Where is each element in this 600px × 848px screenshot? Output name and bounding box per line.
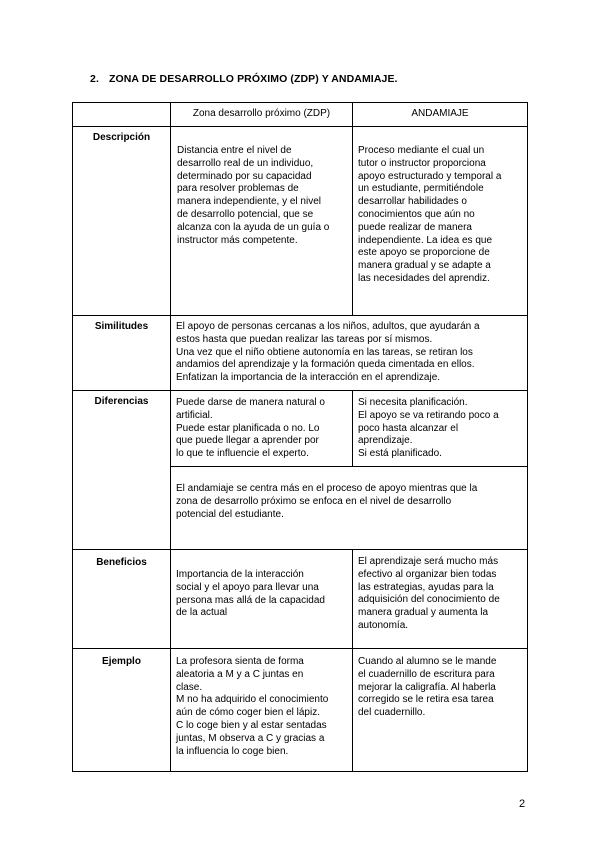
table-border-bottom [72, 771, 528, 772]
beneficios-row-divider [72, 648, 528, 649]
label-column-divider [170, 102, 171, 772]
table-border-right [527, 102, 528, 772]
diferencias-inner-divider [170, 466, 528, 467]
similitudes-row-divider [72, 390, 528, 391]
similitudes-text: El apoyo de personas cercanas a los niños, adultos, que ayudarán a estos hasta que puedan realizar las tareas por sí mismos. Una vez que el niño obtiene autonomía en las tareas, se retiran los andamios del aprendizaje y la formación queda cimentada en ellos. Enfatizan la importancia de la interacción en el aprendizaje. [176, 321, 480, 384]
descripcion-zdp: Distancia entre el nivel de desarrollo real de un individuo, determinado por su capacidad para resolver problemas de manera independiente, y el nivel de desarrollo potencial, que se alcanza con la ayuda de un guía o instructor más competente. [177, 145, 330, 246]
descripcion-andamiaje: Proceso mediante el cual un tutor o instructor proporciona apoyo estructurado y temporal a un estudiante, permitiéndole desarrollar habilidades o conocimientos que aún no puede realizar de manera independiente. La idea es que este apoyo se proporcione de manera gradual y se adapte a las necesidades del aprendiz. [358, 145, 502, 284]
diferencias-andamiaje: Si necesita planificación. El apoyo se va retirando poco a poco hasta alcanzar el aprendizaje. Si está planificado. [358, 397, 499, 460]
row-label-similitudes: Similitudes [94, 321, 149, 332]
section-title: ZONA DE DESARROLLO PRÓXIMO (ZDP) Y ANDAMIAJE. [108, 73, 398, 85]
diferencias-zdp: Puede darse de manera natural o artificial. Puede estar planificada o no. Lo que puede llegar a aprender por lo que te influencie el experto. [176, 397, 325, 460]
table-border-top [72, 102, 528, 103]
diferencias-row-divider [72, 549, 528, 550]
table-border-left [72, 102, 73, 772]
column-divider-beneficios-ejemplo [352, 549, 353, 771]
ejemplo-andamiaje: Cuando al alumno se le mande el cuadernillo de escritura para mejorar la caligrafía. Al haberla corregido se le retira esa tarea del cuadernillo. [358, 656, 497, 719]
row-label-diferencias: Diferencias [94, 396, 149, 407]
column-divider-header-descripcion [352, 102, 353, 315]
row-label-beneficios: Beneficios [96, 557, 147, 568]
column-divider-diferencias [352, 390, 353, 466]
diferencias-shared: El andamiaje se centra más en el proceso de apoyo mientras que la zona de desarrollo próximo se enfoca en el nivel de desarrollo potencial del estudiante. [176, 483, 478, 520]
page-number: 2 [519, 798, 526, 810]
descripcion-row-divider [72, 315, 528, 316]
header-andamiaje: ANDAMIAJE [411, 108, 469, 119]
header-row-divider [72, 126, 528, 127]
beneficios-zdp: Importancia de la interacción social y el apoyo para llevar una persona mas allá de la capacidad de la actual [176, 569, 325, 619]
section-number: 2. [90, 73, 99, 85]
section-heading [90, 73, 398, 85]
row-label-ejemplo: Ejemplo [102, 656, 141, 667]
row-label-descripcion: Descripción [92, 132, 151, 143]
header-zdp: Zona desarrollo próximo (ZDP) [192, 108, 331, 119]
comparison-table [72, 102, 528, 772]
beneficios-andamiaje: El aprendizaje será mucho más efectivo al organizar bien todas las estrategias, ayudas para la adquisición del conocimiento de manera gradual y aumenta la autonomía. [358, 556, 500, 631]
ejemplo-zdp: La profesora sienta de forma aleatoria a M y a C juntas en clase. M no ha adquirido el conocimiento aún de cómo coger bien el lápiz. C lo coge bien y al estar sentadas juntas, M observa a C y gracias a la influencia lo coge bien. [176, 656, 329, 757]
